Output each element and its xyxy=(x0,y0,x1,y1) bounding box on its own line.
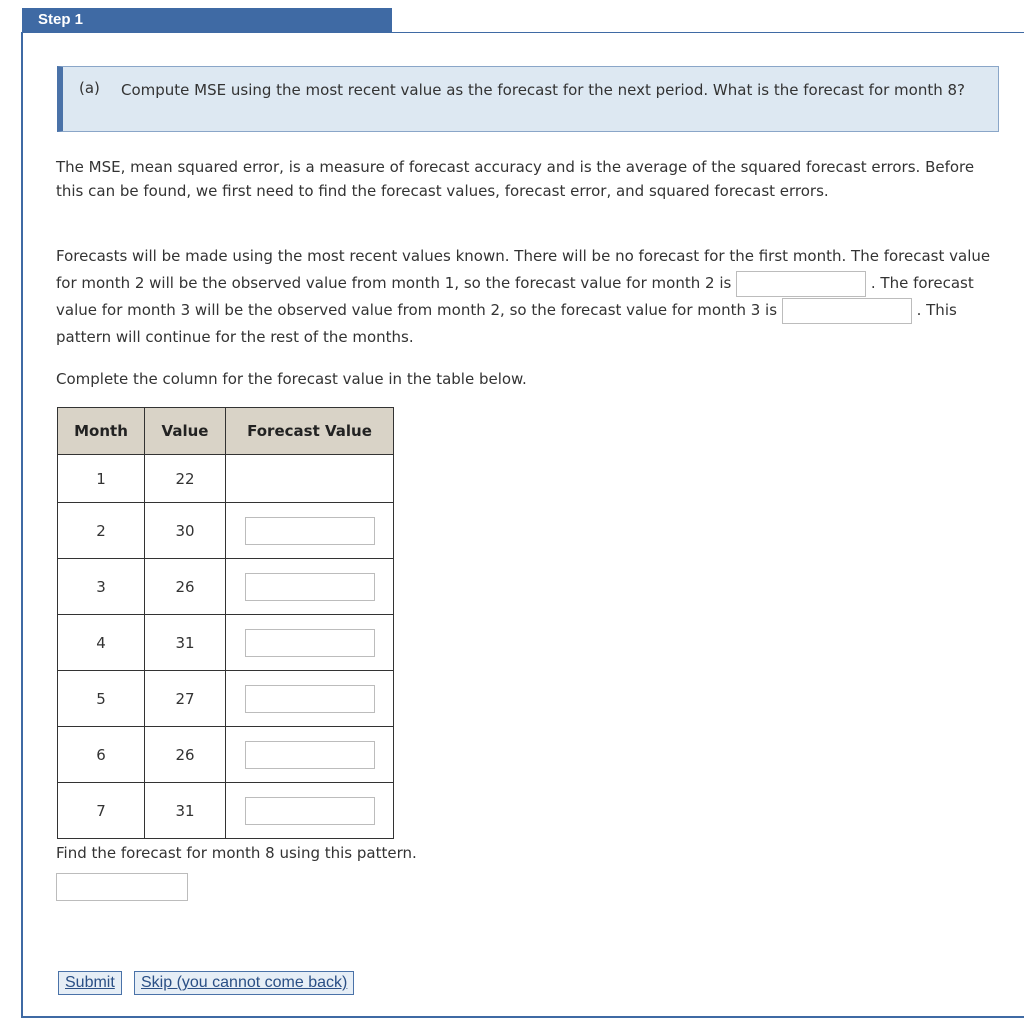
value-cell: 31 xyxy=(145,783,226,839)
question-letter: (a) xyxy=(79,79,100,97)
submit-button[interactable]: Submit xyxy=(58,971,122,995)
step-title: Step 1 xyxy=(22,8,392,32)
month-cell: 4 xyxy=(58,615,145,671)
month-cell: 3 xyxy=(58,559,145,615)
forecast-cell xyxy=(226,671,394,727)
table-row xyxy=(58,455,394,503)
find-month8-instruction: Find the forecast for month 8 using this pattern. xyxy=(56,844,417,862)
forecast-cell xyxy=(226,503,394,559)
forecast-input-month-6[interactable] xyxy=(245,741,375,769)
forecast-cell xyxy=(226,783,394,839)
value-cell: 30 xyxy=(145,503,226,559)
forecast-explanation xyxy=(56,243,1001,351)
forecast-cell-empty xyxy=(226,455,394,503)
month3-forecast-input[interactable] xyxy=(782,298,912,324)
month-cell: 7 xyxy=(58,783,145,839)
month8-forecast-input[interactable] xyxy=(56,873,188,901)
question-text: Compute MSE using the most recent value as the forecast for the next period. What is the forecast for month 8? xyxy=(121,81,966,99)
table-row xyxy=(58,503,394,559)
forecast-text-part1: Forecasts will be made using the most recent values known. There will be no forecast for the first month. The forecast value for month 2 will be the observed value from month 1, so the forecast value for month 2 is xyxy=(56,247,991,292)
value-cell: 27 xyxy=(145,671,226,727)
value-cell: 26 xyxy=(145,727,226,783)
forecast-text-part3: . This pattern will continue for the rest of the months. xyxy=(56,301,957,346)
forecast-input-month-2[interactable] xyxy=(245,517,375,545)
table-row xyxy=(58,727,394,783)
header-value: Value xyxy=(145,408,226,455)
forecast-cell xyxy=(226,615,394,671)
complete-column-instruction: Complete the column for the forecast value in the table below. xyxy=(56,370,527,388)
forecast-input-month-5[interactable] xyxy=(245,685,375,713)
question-box xyxy=(57,66,999,132)
table-row xyxy=(58,559,394,615)
month-cell: 6 xyxy=(58,727,145,783)
header-forecast-value: Forecast Value xyxy=(226,408,394,455)
mse-intro-text: The MSE, mean squared error, is a measure of forecast accuracy and is the average of the squared forecast errors. Before this can be found, we first need to find the forecast values, forecast error, and squared forecast errors. xyxy=(56,158,975,200)
forecast-text-part2: . The forecast value for month 3 will be the observed value from month 2, so the forecast value for month 3 is xyxy=(56,274,974,319)
month-cell: 1 xyxy=(58,455,145,503)
forecast-cell xyxy=(226,727,394,783)
skip-button[interactable]: Skip (you cannot come back) xyxy=(134,971,354,995)
month2-forecast-input[interactable] xyxy=(736,271,866,297)
value-cell: 31 xyxy=(145,615,226,671)
table-row xyxy=(58,615,394,671)
header-month: Month xyxy=(58,408,145,455)
value-cell: 26 xyxy=(145,559,226,615)
forecast-input-month-7[interactable] xyxy=(245,797,375,825)
forecast-input-month-3[interactable] xyxy=(245,573,375,601)
value-cell: 22 xyxy=(145,455,226,503)
table-row xyxy=(58,671,394,727)
forecast-cell xyxy=(226,559,394,615)
table-row xyxy=(58,783,394,839)
month-cell: 2 xyxy=(58,503,145,559)
forecast-table xyxy=(57,407,394,839)
month-cell: 5 xyxy=(58,671,145,727)
forecast-input-month-4[interactable] xyxy=(245,629,375,657)
